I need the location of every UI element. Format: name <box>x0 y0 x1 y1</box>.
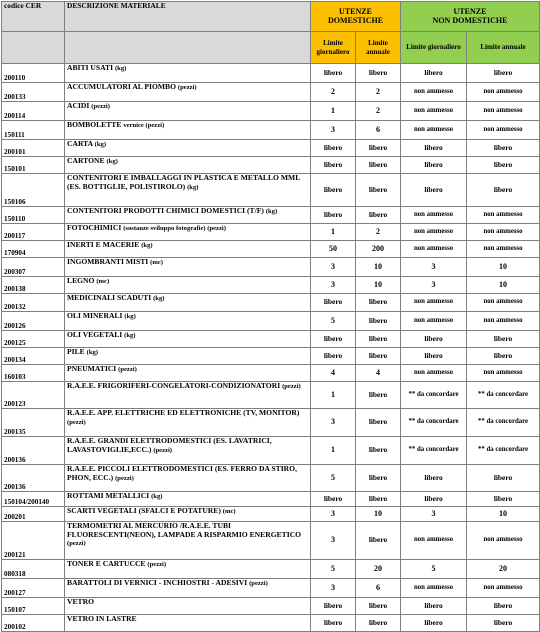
non-domestic-daily-limit: non ammesso <box>401 83 467 102</box>
table-row <box>2 615 540 632</box>
domestic-daily-limit: 1 <box>311 224 356 241</box>
domestic-daily-limit: 1 <box>311 437 356 465</box>
non-domestic-daily-limit: non ammesso <box>401 312 467 331</box>
material-unit: (kg) <box>187 183 199 191</box>
table-row <box>2 102 540 121</box>
cer-code: 200307 <box>2 258 65 277</box>
material-description <box>65 224 311 241</box>
non-domestic-daily-limit: 3 <box>401 258 467 277</box>
domestic-daily-limit: 5 <box>311 312 356 331</box>
material-description <box>65 121 311 140</box>
domestic-daily-limit: 3 <box>311 579 356 598</box>
material-name: CONTENITORI E IMBALLAGGI IN PLASTICA E METALLO MML (ES. BOTTIGLIE, POLISTIROLO) <box>67 173 300 191</box>
material-description <box>65 560 311 579</box>
material-unit: (kg) <box>106 158 118 165</box>
cer-code: 200133 <box>2 83 65 102</box>
material-unit: (pezzi) <box>177 84 197 91</box>
non-domestic-annual-limit: non ammesso <box>467 241 540 258</box>
domestic-annual-limit: 10 <box>356 258 401 277</box>
material-description <box>65 615 311 632</box>
material-unit: (pezzi) <box>67 418 86 426</box>
material-name: PILE <box>67 347 85 356</box>
non-domestic-annual-limit: non ammesso <box>467 102 540 121</box>
cer-code: 200121 <box>2 522 65 560</box>
table-row <box>2 277 540 294</box>
non-domestic-daily-limit: libero <box>401 174 467 207</box>
domestic-daily-limit: libero <box>311 207 356 224</box>
non-domestic-annual-limit: non ammesso <box>467 294 540 312</box>
domestic-daily-limit: 3 <box>311 121 356 140</box>
non-domestic-daily-limit: libero <box>401 465 467 492</box>
material-name: MEDICINALI SCADUTI <box>67 293 152 302</box>
cer-code: 150106 <box>2 174 65 207</box>
non-domestic-annual-limit: non ammesso <box>467 207 540 224</box>
domestic-annual-limit: libero <box>356 174 401 207</box>
cer-code: 150104/200140 <box>2 492 65 507</box>
material-description <box>65 277 311 294</box>
material-unit: (kg) <box>124 332 136 339</box>
header-nd-annual-label: Limite annuale <box>480 43 526 52</box>
domestic-daily-limit: libero <box>311 492 356 507</box>
table-row <box>2 409 540 437</box>
material-unit: (pezzi) <box>118 366 137 373</box>
non-domestic-annual-limit: ** da concordare <box>467 437 540 465</box>
non-domestic-daily-limit: libero <box>401 615 467 632</box>
header-non-domestic-line2: NON DOMESTICHE <box>432 15 508 25</box>
material-name: TONER E CARTUCCE <box>67 559 146 568</box>
cer-code: 200136 <box>2 465 65 492</box>
non-domestic-annual-limit: libero <box>467 140 540 157</box>
non-domestic-annual-limit: non ammesso <box>467 312 540 331</box>
material-unit: (sostanze sviluppo fotografie) (pezzi) <box>123 225 226 232</box>
table-row <box>2 312 540 331</box>
material-name: OLI MINERALI <box>67 311 123 320</box>
domestic-annual-limit: libero <box>356 294 401 312</box>
non-domestic-daily-limit: libero <box>401 331 467 348</box>
material-description <box>65 579 311 598</box>
material-unit: (kg) <box>94 141 107 148</box>
domestic-annual-limit: libero <box>356 140 401 157</box>
domestic-annual-limit: 2 <box>356 83 401 102</box>
material-name: INGOMBRANTI MISTI <box>67 257 149 266</box>
non-domestic-daily-limit: non ammesso <box>401 579 467 598</box>
material-description <box>65 174 311 207</box>
material-unit: (kg) <box>114 65 127 72</box>
material-name: ACIDI <box>67 101 90 110</box>
table-row <box>2 365 540 382</box>
non-domestic-annual-limit: libero <box>467 615 540 632</box>
material-unit: (pezzi) <box>153 446 172 454</box>
cer-code: 080318 <box>2 560 65 579</box>
cer-code: 200110 <box>2 64 65 83</box>
domestic-daily-limit: libero <box>311 157 356 174</box>
domestic-annual-limit: libero <box>356 331 401 348</box>
material-description <box>65 492 311 507</box>
domestic-annual-limit: 200 <box>356 241 401 258</box>
domestic-daily-limit: 3 <box>311 258 356 277</box>
table-row <box>2 258 540 277</box>
header-code-label: codice CER <box>4 1 42 10</box>
non-domestic-daily-limit: non ammesso <box>401 121 467 140</box>
domestic-daily-limit: libero <box>311 174 356 207</box>
cer-code: 150107 <box>2 598 65 615</box>
material-name: ACCUMULATORI AL PIOMBO <box>67 82 176 91</box>
header-non-domestic <box>401 2 540 32</box>
material-unit: (mc) <box>222 508 236 515</box>
material-name: R.A.E.E. PICCOLI ELETTRODOMESTICI (ES. FERRO DA STIRO, PHON, ECC.) <box>67 464 297 482</box>
table-row <box>2 437 540 465</box>
material-description <box>65 507 311 522</box>
cer-code: 200102 <box>2 615 65 632</box>
non-domestic-annual-limit: non ammesso <box>467 522 540 560</box>
table-row <box>2 241 540 258</box>
material-unit: vernice (pezzi) <box>123 122 165 129</box>
table-row <box>2 331 540 348</box>
material-description <box>65 157 311 174</box>
material-description <box>65 465 311 492</box>
domestic-daily-limit: 1 <box>311 382 356 409</box>
cer-code: 160103 <box>2 365 65 382</box>
non-domestic-daily-limit: non ammesso <box>401 241 467 258</box>
material-unit: (pezzi) <box>147 561 167 568</box>
material-unit: (pezzi) <box>249 580 268 587</box>
header-material-label: DESCRIZIONE MATERIALE <box>67 1 166 10</box>
material-name: VETRO <box>67 597 95 606</box>
table-row <box>2 83 540 102</box>
material-name: TERMOMETRI AL MERCURIO /R.A.E.E. TUBI FLUORESCENTI(NEON), LAMPADE A RISPARMIO ENERGETICO <box>67 521 302 539</box>
non-domestic-annual-limit: libero <box>467 64 540 83</box>
domestic-daily-limit: libero <box>311 64 356 83</box>
domestic-daily-limit: libero <box>311 140 356 157</box>
domestic-daily-limit: 3 <box>311 507 356 522</box>
material-description <box>65 207 311 224</box>
domestic-daily-limit: 3 <box>311 522 356 560</box>
material-name: SCARTI VEGETALI (SFALCI E POTATURE) <box>67 506 221 515</box>
material-unit: (kg) <box>153 295 165 302</box>
header-dom-daily-label: Limite giornaliero <box>316 39 350 56</box>
domestic-annual-limit: libero <box>356 615 401 632</box>
header-nd-daily <box>401 32 467 64</box>
material-unit: (kg) <box>151 493 163 500</box>
non-domestic-daily-limit: ** da concordare <box>401 409 467 437</box>
table-row <box>2 64 540 83</box>
material-name: OLI VEGETALI <box>67 330 123 339</box>
non-domestic-annual-limit: non ammesso <box>467 83 540 102</box>
header-material <box>65 2 311 32</box>
non-domestic-annual-limit: libero <box>467 598 540 615</box>
non-domestic-daily-limit: 3 <box>401 507 467 522</box>
domestic-annual-limit: libero <box>356 157 401 174</box>
non-domestic-annual-limit: libero <box>467 331 540 348</box>
material-description <box>65 312 311 331</box>
non-domestic-daily-limit: non ammesso <box>401 224 467 241</box>
cer-code: 200138 <box>2 277 65 294</box>
cer-code: 200126 <box>2 312 65 331</box>
non-domestic-daily-limit: libero <box>401 598 467 615</box>
non-domestic-annual-limit: non ammesso <box>467 121 540 140</box>
material-unit: (mc) <box>150 259 163 266</box>
material-name: R.A.E.E. FRIGORIFERI-CONGELATORI-CONDIZIONATORI <box>67 381 281 390</box>
non-domestic-annual-limit: 10 <box>467 277 540 294</box>
header-domestic-label: UTENZE DOMESTICHE <box>327 7 384 25</box>
domestic-daily-limit: 2 <box>311 83 356 102</box>
non-domestic-annual-limit: non ammesso <box>467 365 540 382</box>
material-description <box>65 102 311 121</box>
table-row <box>2 579 540 598</box>
cer-code: 200201 <box>2 507 65 522</box>
domestic-annual-limit: libero <box>356 598 401 615</box>
header-code <box>2 2 65 32</box>
header-non-domestic-line1: UTENZE <box>453 7 487 16</box>
domestic-annual-limit: 6 <box>356 579 401 598</box>
header-domestic <box>311 2 401 32</box>
domestic-daily-limit: 1 <box>311 102 356 121</box>
domestic-annual-limit: 10 <box>356 277 401 294</box>
table-row <box>2 348 540 365</box>
material-name: FOTOCHIMICI <box>67 223 122 232</box>
material-name: R.A.E.E. APP. ELETTRICHE ED ELETTRONICHE (TV, MONITOR) <box>67 408 300 417</box>
domestic-annual-limit: 20 <box>356 560 401 579</box>
cer-code: 200135 <box>2 409 65 437</box>
table-row <box>2 522 540 560</box>
domestic-annual-limit: libero <box>356 348 401 365</box>
domestic-annual-limit: libero <box>356 437 401 465</box>
domestic-annual-limit: libero <box>356 312 401 331</box>
header-code-blank <box>2 32 65 64</box>
cer-code: 200123 <box>2 382 65 409</box>
header-dom-daily <box>311 32 356 64</box>
header-nd-daily-label: Limite giornaliero <box>406 43 461 52</box>
material-unit: (kg) <box>86 349 98 356</box>
cer-code: 150111 <box>2 121 65 140</box>
domestic-daily-limit: libero <box>311 348 356 365</box>
material-name: R.A.E.E. GRANDI ELETTRODOMESTICI (ES. LAVATRICI, LAVASTOVIGLIE,ECC.) <box>67 436 272 454</box>
table-row <box>2 598 540 615</box>
domestic-annual-limit: 10 <box>356 507 401 522</box>
non-domestic-annual-limit: ** da concordare <box>467 409 540 437</box>
non-domestic-daily-limit: ** da concordare <box>401 437 467 465</box>
non-domestic-daily-limit: non ammesso <box>401 365 467 382</box>
non-domestic-daily-limit: libero <box>401 348 467 365</box>
non-domestic-daily-limit: libero <box>401 157 467 174</box>
non-domestic-annual-limit: ** da concordare <box>467 382 540 409</box>
non-domestic-annual-limit: non ammesso <box>467 579 540 598</box>
non-domestic-daily-limit: non ammesso <box>401 294 467 312</box>
non-domestic-annual-limit: libero <box>467 465 540 492</box>
material-description <box>65 83 311 102</box>
non-domestic-daily-limit: ** da concordare <box>401 382 467 409</box>
table-row <box>2 492 540 507</box>
non-domestic-annual-limit: 10 <box>467 258 540 277</box>
table-row <box>2 224 540 241</box>
domestic-annual-limit: libero <box>356 207 401 224</box>
material-description <box>65 241 311 258</box>
non-domestic-annual-limit: libero <box>467 492 540 507</box>
material-name: CARTONE <box>67 156 105 165</box>
material-description <box>65 258 311 277</box>
cer-code: 200125 <box>2 331 65 348</box>
material-name: BOMBOLETTE <box>67 120 122 129</box>
material-name: PNEUMATICI <box>67 364 117 373</box>
non-domestic-daily-limit: non ammesso <box>401 207 467 224</box>
material-name: ROTTAMI METALLICI <box>67 491 150 500</box>
material-description <box>65 348 311 365</box>
domestic-daily-limit: 5 <box>311 465 356 492</box>
non-domestic-annual-limit: libero <box>467 174 540 207</box>
domestic-daily-limit: libero <box>311 615 356 632</box>
material-unit: (pezzi) <box>67 540 86 547</box>
domestic-daily-limit: 3 <box>311 409 356 437</box>
non-domestic-daily-limit: libero <box>401 64 467 83</box>
non-domestic-daily-limit: libero <box>401 492 467 507</box>
cer-code: 200114 <box>2 102 65 121</box>
table-row <box>2 121 540 140</box>
domestic-annual-limit: 4 <box>356 365 401 382</box>
non-domestic-annual-limit: 10 <box>467 507 540 522</box>
header-nd-annual <box>467 32 540 64</box>
material-unit: (kg) <box>141 242 153 249</box>
material-unit: (mc) <box>96 278 110 285</box>
non-domestic-annual-limit: libero <box>467 157 540 174</box>
cer-code: 150110 <box>2 207 65 224</box>
domestic-annual-limit: libero <box>356 465 401 492</box>
table-row <box>2 382 540 409</box>
material-name: CARTA <box>67 139 93 148</box>
domestic-daily-limit: libero <box>311 598 356 615</box>
table-row <box>2 207 540 224</box>
material-unit: (pezzi) <box>282 383 301 390</box>
non-domestic-daily-limit: libero <box>401 140 467 157</box>
non-domestic-annual-limit: libero <box>467 348 540 365</box>
non-domestic-daily-limit: non ammesso <box>401 102 467 121</box>
non-domestic-daily-limit: 5 <box>401 560 467 579</box>
domestic-annual-limit: 2 <box>356 224 401 241</box>
header-dom-annual <box>356 32 401 64</box>
domestic-daily-limit: 5 <box>311 560 356 579</box>
cer-code: 200132 <box>2 294 65 312</box>
domestic-daily-limit: 3 <box>311 277 356 294</box>
cer-code: 200127 <box>2 579 65 598</box>
material-name: VETRO IN LASTRE <box>67 614 137 623</box>
material-description <box>65 294 311 312</box>
material-unit: (kg) <box>124 313 136 320</box>
domestic-daily-limit: 50 <box>311 241 356 258</box>
cer-code: 200101 <box>2 140 65 157</box>
table-row <box>2 465 540 492</box>
cer-code: 170904 <box>2 241 65 258</box>
material-description <box>65 365 311 382</box>
domestic-annual-limit: libero <box>356 409 401 437</box>
material-name: ABITI USATI <box>67 63 114 72</box>
material-description <box>65 409 311 437</box>
table-row <box>2 560 540 579</box>
cer-code: 150101 <box>2 157 65 174</box>
domestic-daily-limit: libero <box>311 331 356 348</box>
domestic-daily-limit: 4 <box>311 365 356 382</box>
material-unit: (pezzi) <box>115 474 134 482</box>
header-material-blank <box>65 32 311 64</box>
table-row <box>2 294 540 312</box>
waste-limits-table <box>1 1 540 632</box>
material-name: LEGNO <box>67 276 95 285</box>
cer-code: 200134 <box>2 348 65 365</box>
cer-code: 200117 <box>2 224 65 241</box>
table-body <box>2 64 540 632</box>
cer-code: 200136 <box>2 437 65 465</box>
material-description <box>65 140 311 157</box>
table-row <box>2 507 540 522</box>
material-name: INERTI E MACERIE <box>67 240 140 249</box>
domestic-daily-limit: libero <box>311 294 356 312</box>
domestic-annual-limit: 2 <box>356 102 401 121</box>
non-domestic-annual-limit: non ammesso <box>467 224 540 241</box>
table-row <box>2 157 540 174</box>
domestic-annual-limit: 6 <box>356 121 401 140</box>
material-name: BARATTOLI DI VERNICI - INCHIOSTRI - ADESIVI <box>67 578 248 587</box>
material-unit: (pezzi) <box>91 103 110 110</box>
domestic-annual-limit: libero <box>356 492 401 507</box>
non-domestic-daily-limit: 3 <box>401 277 467 294</box>
table-row <box>2 140 540 157</box>
material-description <box>65 598 311 615</box>
material-description <box>65 382 311 409</box>
domestic-annual-limit: libero <box>356 382 401 409</box>
material-description <box>65 331 311 348</box>
material-name: CONTENITORI PRODOTTI CHIMICI DOMESTICI (T/F) <box>67 206 264 215</box>
material-unit: (kg) <box>265 208 278 215</box>
material-description <box>65 437 311 465</box>
domestic-annual-limit: libero <box>356 64 401 83</box>
non-domestic-daily-limit: non ammesso <box>401 522 467 560</box>
domestic-annual-limit: libero <box>356 522 401 560</box>
header-dom-annual-label: Limite annuale <box>366 39 390 56</box>
material-description <box>65 64 311 83</box>
table-row <box>2 174 540 207</box>
non-domestic-annual-limit: 20 <box>467 560 540 579</box>
material-description <box>65 522 311 560</box>
